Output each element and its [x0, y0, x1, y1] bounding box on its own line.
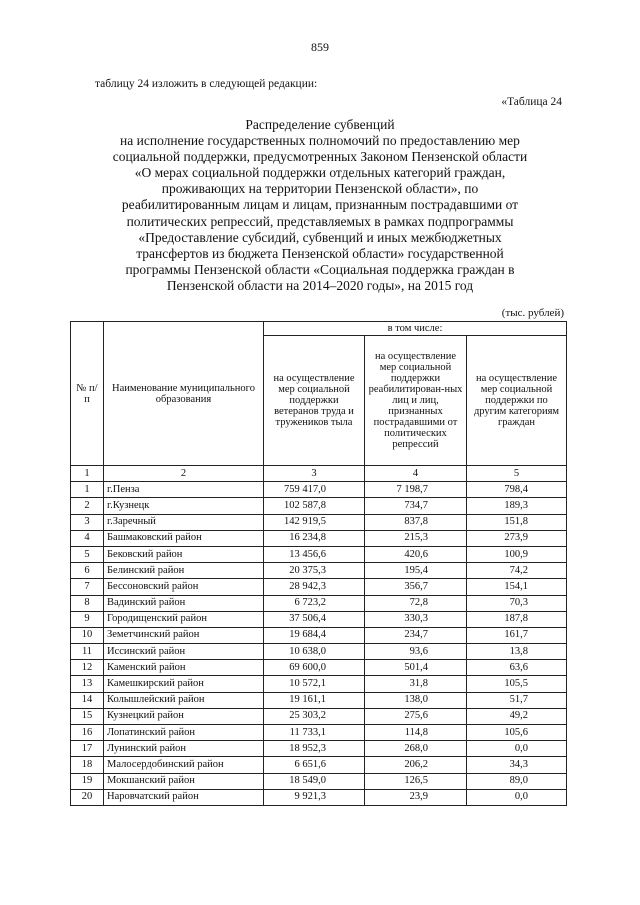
veterans-amount: 10 638,0 [264, 644, 365, 660]
table-row [71, 595, 567, 611]
title-line: на исполнение государственных полномочий по предоставлению мер [120, 133, 520, 149]
table-row [71, 546, 567, 562]
municipality-name: Колышлейский район [104, 692, 264, 708]
other-amount: 105,5 [467, 676, 567, 692]
table-row [71, 692, 567, 708]
other-amount: 798,4 [467, 482, 567, 498]
table-row [71, 741, 567, 757]
row-number: 4 [71, 530, 104, 546]
veterans-amount: 759 417,0 [264, 482, 365, 498]
veterans-amount: 16 234,8 [264, 530, 365, 546]
table-row [71, 530, 567, 546]
title-line: реабилитированным лицам и лицам, признанным пострадавшими от [121, 197, 519, 213]
document-title [80, 117, 560, 294]
municipality-name: Иссинский район [104, 644, 264, 660]
other-amount: 189,3 [467, 498, 567, 514]
veterans-amount: 6 723,2 [264, 595, 365, 611]
table-row [71, 644, 567, 660]
title-line: трансфертов из бюджета Пензенской области» государственной [136, 245, 504, 261]
municipality-name: Вадинский район [104, 595, 264, 611]
veterans-amount: 18 952,3 [264, 741, 365, 757]
rehabilitated-amount: 138,0 [365, 692, 467, 708]
municipality-name: Камешкирский район [104, 676, 264, 692]
header-name: Наименование муниципального образования [104, 322, 264, 466]
column-index: 2 [104, 466, 264, 482]
table-row [71, 660, 567, 676]
row-number: 9 [71, 611, 104, 627]
rehabilitated-amount: 420,6 [365, 546, 467, 562]
other-amount: 187,8 [467, 611, 567, 627]
title-line: «Предоставление субсидий, субвенций и иных межбюджетных [138, 229, 502, 245]
rehabilitated-amount: 356,7 [365, 579, 467, 595]
other-amount: 105,6 [467, 725, 567, 741]
title-line: «О мерах социальной поддержки отдельных категорий граждан, [134, 165, 506, 181]
other-amount: 161,7 [467, 627, 567, 643]
table-row [71, 773, 567, 789]
rehabilitated-amount: 234,7 [365, 627, 467, 643]
row-number: 16 [71, 725, 104, 741]
municipality-name: Башмаковский район [104, 530, 264, 546]
other-amount: 89,0 [467, 773, 567, 789]
veterans-amount: 11 733,1 [264, 725, 365, 741]
municipality-name: Белинский район [104, 563, 264, 579]
other-amount: 273,9 [467, 530, 567, 546]
row-number: 11 [71, 644, 104, 660]
municipality-name: Мокшанский район [104, 773, 264, 789]
column-index: 3 [264, 466, 365, 482]
municipality-name: Земетчинский район [104, 627, 264, 643]
row-number: 14 [71, 692, 104, 708]
other-amount: 154,1 [467, 579, 567, 595]
other-amount: 13,8 [467, 644, 567, 660]
veterans-amount: 37 506,4 [264, 611, 365, 627]
row-number: 8 [71, 595, 104, 611]
row-number: 17 [71, 741, 104, 757]
header-rehabilitated: на осуществление мер социальной поддержки реабилитирован-ных лиц и лиц, признанных пострадавшими от политических репрессий [365, 336, 467, 466]
rehabilitated-amount: 268,0 [365, 741, 467, 757]
rehabilitated-amount: 72,8 [365, 595, 467, 611]
rehabilitated-amount: 195,4 [365, 563, 467, 579]
veterans-amount: 20 375,3 [264, 563, 365, 579]
veterans-amount: 19 161,1 [264, 692, 365, 708]
table-row [71, 708, 567, 724]
table-row [71, 725, 567, 741]
header-including: в том числе: [264, 322, 567, 336]
row-number: 20 [71, 789, 104, 805]
intro-text: таблицу 24 изложить в следующей редакции: [95, 78, 318, 90]
header-num: № п/п [71, 322, 104, 466]
row-number: 15 [71, 708, 104, 724]
table-row [71, 563, 567, 579]
municipality-name: Лунинский район [104, 741, 264, 757]
row-number: 3 [71, 514, 104, 530]
row-number: 12 [71, 660, 104, 676]
column-index: 4 [365, 466, 467, 482]
other-amount: 74,2 [467, 563, 567, 579]
table-row [71, 627, 567, 643]
column-index: 5 [467, 466, 567, 482]
row-number: 5 [71, 546, 104, 562]
rehabilitated-amount: 7 198,7 [365, 482, 467, 498]
veterans-amount: 18 549,0 [264, 773, 365, 789]
municipality-name: Бессоновский район [104, 579, 264, 595]
rehabilitated-amount: 734,7 [365, 498, 467, 514]
row-number: 7 [71, 579, 104, 595]
table-reference: «Таблица 24 [501, 96, 562, 108]
row-number: 19 [71, 773, 104, 789]
rehabilitated-amount: 114,8 [365, 725, 467, 741]
row-number: 1 [71, 482, 104, 498]
rehabilitated-amount: 31,8 [365, 676, 467, 692]
veterans-amount: 102 587,8 [264, 498, 365, 514]
title-line: Распределение субвенций [245, 117, 395, 132]
rehabilitated-amount: 330,3 [365, 611, 467, 627]
municipality-name: г.Кузнецк [104, 498, 264, 514]
veterans-amount: 142 919,5 [264, 514, 365, 530]
table-row [71, 789, 567, 805]
column-index-row [71, 466, 567, 482]
veterans-amount: 10 572,1 [264, 676, 365, 692]
rehabilitated-amount: 206,2 [365, 757, 467, 773]
other-amount: 70,3 [467, 595, 567, 611]
veterans-amount: 13 456,6 [264, 546, 365, 562]
municipality-name: г.Пенза [104, 482, 264, 498]
rehabilitated-amount: 126,5 [365, 773, 467, 789]
row-number: 2 [71, 498, 104, 514]
municipality-name: Малосердобинский район [104, 757, 264, 773]
municipality-name: Бековский район [104, 546, 264, 562]
row-number: 13 [71, 676, 104, 692]
rehabilitated-amount: 215,3 [365, 530, 467, 546]
municipality-name: Кузнецкий район [104, 708, 264, 724]
other-amount: 100,9 [467, 546, 567, 562]
municipality-name: Лопатинский район [104, 725, 264, 741]
header-veterans: на осуществление мер социальной поддержки ветеранов труда и тружеников тыла [264, 336, 365, 466]
table-row [71, 514, 567, 530]
other-amount: 0,0 [467, 789, 567, 805]
rehabilitated-amount: 23,9 [365, 789, 467, 805]
veterans-amount: 69 600,0 [264, 660, 365, 676]
units-label: (тыс. рублей) [501, 307, 564, 319]
page-number: 859 [311, 40, 329, 54]
title-line: социальной поддержки, предусмотренных Законом Пензенской области [112, 149, 528, 165]
other-amount: 49,2 [467, 708, 567, 724]
municipality-name: Каменский район [104, 660, 264, 676]
other-amount: 0,0 [467, 741, 567, 757]
other-amount: 34,3 [467, 757, 567, 773]
other-amount: 63,6 [467, 660, 567, 676]
table-row [71, 482, 567, 498]
veterans-amount: 6 651,6 [264, 757, 365, 773]
municipality-name: Городищенский район [104, 611, 264, 627]
table-row [71, 757, 567, 773]
row-number: 6 [71, 563, 104, 579]
municipality-name: Наровчатский район [104, 789, 264, 805]
row-number: 10 [71, 627, 104, 643]
rehabilitated-amount: 837,8 [365, 514, 467, 530]
veterans-amount: 25 303,2 [264, 708, 365, 724]
table-row [71, 611, 567, 627]
municipality-name: г.Заречный [104, 514, 264, 530]
title-line: Пензенской области на 2014–2020 годы», на 2015 год [166, 277, 474, 293]
row-number: 18 [71, 757, 104, 773]
table-row [71, 579, 567, 595]
rehabilitated-amount: 275,6 [365, 708, 467, 724]
subvention-table [70, 321, 567, 806]
table-row [71, 498, 567, 514]
column-index: 1 [71, 466, 104, 482]
veterans-amount: 19 684,4 [264, 627, 365, 643]
veterans-amount: 28 942,3 [264, 579, 365, 595]
rehabilitated-amount: 93,6 [365, 644, 467, 660]
other-amount: 151,8 [467, 514, 567, 530]
header-other-categories: на осуществление мер социальной поддержки по другим категориям граждан [467, 336, 567, 466]
rehabilitated-amount: 501,4 [365, 660, 467, 676]
title-line: политических репрессий, представляемых в рамках подпрограммы [126, 213, 514, 229]
veterans-amount: 9 921,3 [264, 789, 365, 805]
title-line: проживающих на территории Пензенской области», по [161, 181, 479, 197]
table-row [71, 676, 567, 692]
other-amount: 51,7 [467, 692, 567, 708]
title-line: программы Пензенской области «Социальная поддержка граждан в [125, 261, 515, 277]
